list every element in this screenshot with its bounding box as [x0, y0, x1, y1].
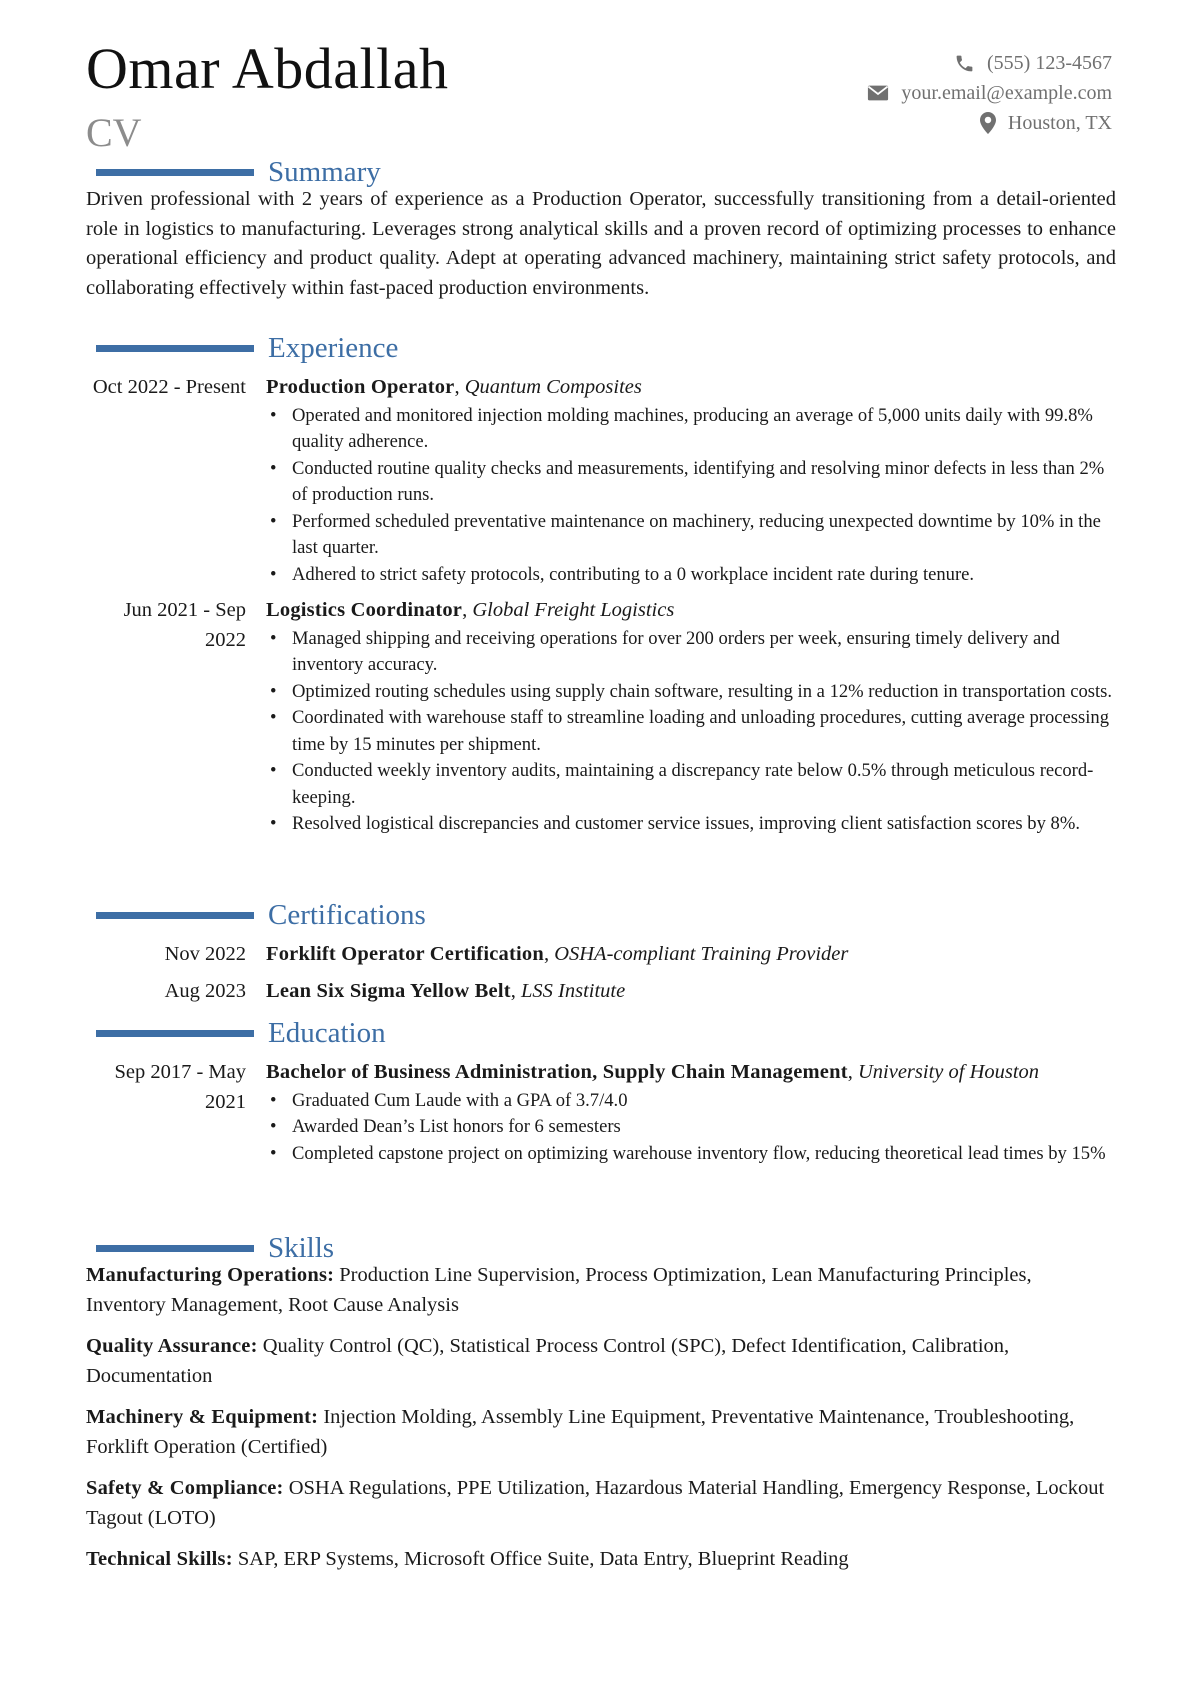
- list-item: • Adhered to strict safety protocols, contributing to a 0 workplace incident rate during tenure.: [266, 562, 1116, 589]
- section-title: Summary: [268, 156, 381, 188]
- skill-group: [86, 1474, 1116, 1533]
- list-item: • Resolved logistical discrepancies and customer service issues, improving client satisfaction scores by 8%.: [266, 811, 1116, 838]
- list-item: • Performed scheduled preventative maintenance on machinery, reducing unexpected downtime by 10% in the last quarter.: [266, 509, 1116, 562]
- entry-date: Sep 2017 - May 2021: [114, 1061, 246, 1113]
- entry-heading: Production Operator, Quantum Composites: [266, 376, 642, 398]
- degree-title: Bachelor of Business Administration, Supply Chain Management: [266, 1061, 848, 1083]
- skill-group: [86, 1332, 1116, 1391]
- skill-list: SAP, ERP Systems, Microsoft Office Suite, Data Entry, Blueprint Reading: [237, 1548, 849, 1570]
- section-header-summary: [96, 158, 381, 187]
- section-title: Experience: [268, 332, 399, 364]
- job-title: Logistics Coordinator: [266, 599, 463, 621]
- list-item: • Awarded Dean’s List honors for 6 semesters: [266, 1114, 1116, 1141]
- email-address: your.email@example.com: [901, 82, 1112, 104]
- list-item: • Operated and monitored injection molding machines, producing an average of 5,000 units daily with 99.8% quality adherence.: [266, 403, 1116, 456]
- section-header-experience: [96, 334, 398, 363]
- entry-body: [266, 373, 1116, 588]
- skill-list: Injection Molding, Assembly Line Equipment, Preventative Maintenance, Troubleshooting, Forklift Operation (Certified): [86, 1406, 1075, 1458]
- job-title: Production Operator: [266, 376, 455, 398]
- entry-date: Jun 2021 - Sep 2022: [123, 599, 246, 651]
- section-header-certifications: [96, 901, 426, 930]
- skill-group: [86, 1545, 1116, 1575]
- section-header-education: [96, 1019, 386, 1048]
- skill-category: Technical Skills:: [86, 1548, 233, 1570]
- list-item: • Graduated Cum Laude with a GPA of 3.7/4.0: [266, 1088, 1116, 1115]
- contact-block: [867, 52, 1112, 134]
- entry-heading: Lean Six Sigma Yellow Belt, LSS Institute: [266, 980, 626, 1002]
- experience-entry: [86, 596, 1116, 838]
- entry-heading: Bachelor of Business Administration, Supply Chain Management, University of Houston: [266, 1061, 1040, 1083]
- entry-date: Nov 2022: [164, 943, 246, 965]
- certification-entry: [86, 977, 1116, 1007]
- candidate-name: Omar Abdallah: [86, 36, 449, 101]
- summary-text: Driven professional with 2 years of experience as a Production Operator, successfully transitioning from a detail-oriented role in logistics to manufacturing. Leverages strong analytical skills and a proven record of optimizing processes to enhance operational efficiency and product quality. Adept at operating advanced machinery, maintaining strict safety protocols, and collaborating effectively within fast-paced production environments.: [86, 188, 1116, 299]
- section-divider-bar: [96, 169, 254, 176]
- section-divider-bar: [96, 912, 254, 919]
- phone-icon: [954, 53, 975, 74]
- list-item: • Conducted weekly inventory audits, maintaining a discrepancy rate below 0.5% through meticulous record-keeping.: [266, 758, 1116, 811]
- skill-category: Manufacturing Operations:: [86, 1264, 335, 1286]
- skill-group: [86, 1261, 1116, 1320]
- company-name: Quantum Composites: [464, 376, 642, 398]
- bullet-list: [266, 403, 1116, 589]
- entry-body: [266, 596, 1116, 838]
- section-title: Skills: [268, 1232, 335, 1264]
- section-divider-bar: [96, 345, 254, 352]
- entry-date: Aug 2023: [164, 980, 246, 1002]
- issuer-name: LSS Institute: [521, 980, 626, 1002]
- section-divider-bar: [96, 1030, 254, 1037]
- section-title: Education: [268, 1017, 386, 1049]
- skill-group: [86, 1403, 1116, 1462]
- entry-heading: Logistics Coordinator, Global Freight Logistics: [266, 599, 675, 621]
- contact-email[interactable]: [867, 82, 1112, 104]
- list-item: • Coordinated with warehouse staff to streamline loading and unloading procedures, cutting average processing time by 15 minutes per shipment.: [266, 705, 1116, 758]
- entry-heading: Forklift Operator Certification, OSHA-compliant Training Provider: [266, 943, 849, 965]
- map-pin-icon: [980, 112, 996, 134]
- entry-date: Oct 2022 - Present: [92, 376, 246, 398]
- skill-list: Quality Control (QC), Statistical Process Control (SPC), Defect Identification, Calibration, Documentation: [86, 1335, 1010, 1387]
- skill-category: Quality Assurance:: [86, 1335, 258, 1357]
- location-text: Houston, TX: [1007, 112, 1112, 134]
- list-item: • Optimized routing schedules using supply chain software, resulting in a 12% reduction in transportation costs.: [266, 679, 1116, 706]
- certification-title: Forklift Operator Certification: [266, 943, 544, 965]
- entry-body: [266, 1058, 1116, 1167]
- skill-list: Production Line Supervision, Process Optimization, Lean Manufacturing Principles, Inventory Management, Root Cause Analysis: [86, 1264, 1032, 1316]
- certification-title: Lean Six Sigma Yellow Belt: [266, 980, 511, 1002]
- education-entry: [86, 1058, 1116, 1167]
- list-item: • Conducted routine quality checks and measurements, identifying and resolving minor defects in less than 2% of production runs.: [266, 456, 1116, 509]
- school-name: University of Houston: [857, 1061, 1040, 1083]
- skill-list: OSHA Regulations, PPE Utilization, Hazardous Material Handling, Emergency Response, Lockout Tagout (LOTO): [86, 1477, 1105, 1529]
- phone-number: (555) 123-4567: [987, 52, 1112, 74]
- bullet-list: [266, 1088, 1116, 1168]
- entry-body: [266, 940, 1116, 970]
- skill-category: Safety & Compliance:: [86, 1477, 284, 1499]
- certification-entry: [86, 940, 1116, 970]
- contact-phone[interactable]: [954, 52, 1112, 74]
- bullet-list: [266, 626, 1116, 838]
- contact-location: [980, 112, 1112, 134]
- section-header-skills: [96, 1234, 334, 1263]
- company-name: Global Freight Logistics: [472, 599, 675, 621]
- entry-body: [266, 977, 1116, 1007]
- envelope-icon: [867, 84, 889, 102]
- list-item: • Completed capstone project on optimizing warehouse inventory flow, reducing theoretical lead times by 15%: [266, 1141, 1116, 1168]
- list-item: • Managed shipping and receiving operations for over 200 orders per week, ensuring timely delivery and inventory accuracy.: [266, 626, 1116, 679]
- document-type: CV: [86, 110, 142, 155]
- skill-category: Machinery & Equipment:: [86, 1406, 319, 1428]
- issuer-name: OSHA-compliant Training Provider: [554, 943, 849, 965]
- section-divider-bar: [96, 1245, 254, 1252]
- experience-entry: [86, 373, 1116, 588]
- section-title: Certifications: [268, 899, 426, 931]
